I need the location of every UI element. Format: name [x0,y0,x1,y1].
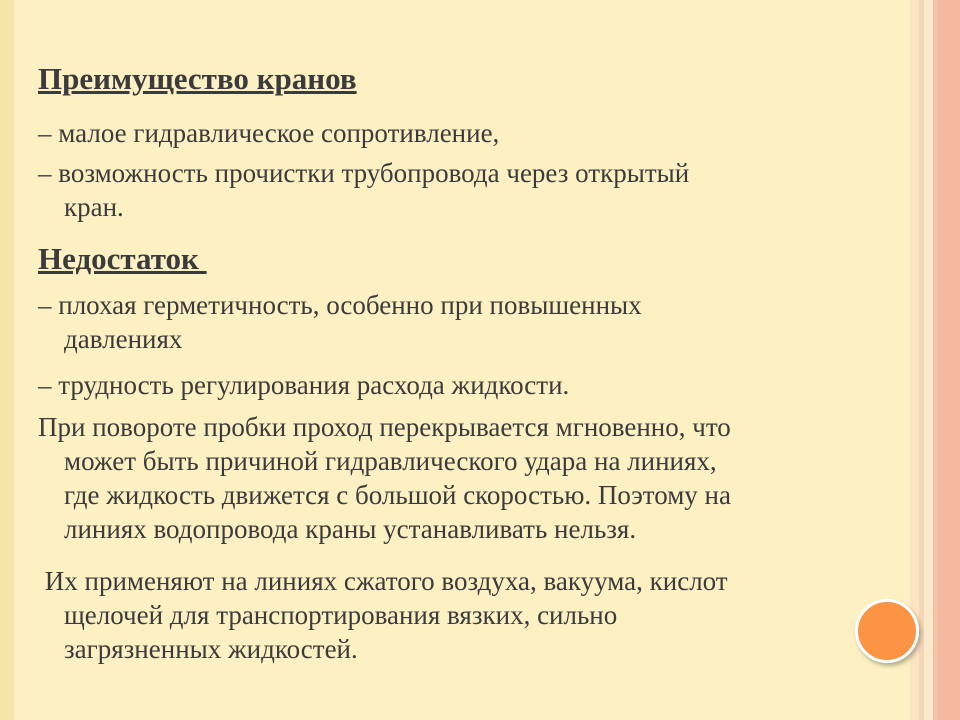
advantages-heading: Преимущество кранов [38,61,357,96]
note-rotation-line-4: линиях водопровода краны устанавливать нельзя. [64,514,637,544]
disadvantage-item-1-line-2: давлениях [64,324,183,354]
advantage-item-2 [38,156,938,224]
disadvantage-item-1 [38,288,938,356]
left-edge-band [0,0,14,720]
note-rotation-line-2: может быть причиной гидравлического удара на линиях, [64,446,717,476]
note-rotation-line-1: При повороте пробки проход перекрывается мгновенно, что [38,412,731,442]
note-usage-paragraph [38,564,938,666]
note-rotation-paragraph [38,410,938,546]
advantage-item-2-line-2: кран. [64,192,124,222]
note-rotation-line-3: где жидкость движется с большой скоростью. Поэтому на [64,480,731,510]
disadvantage-item-1-line-1: – плохая герметичность, особенно при повышенных [38,290,642,320]
decorative-orange-circle [855,599,919,663]
note-usage-line-3: загрязненных жидкостей. [64,634,358,664]
advantage-item-2-line-1: – возможность прочистки трубопровода через открытый [38,158,690,188]
disadvantages-heading: Недостаток [38,241,207,276]
note-usage-line-1: Их применяют на линиях сжатого воздуха, вакуума, кислот [38,566,728,596]
advantage-item-1: – малое гидравлическое сопротивление, [38,118,500,148]
disadvantage-item-2: – трудность регулирования расхода жидкости. [38,370,570,400]
note-usage-line-2: щелочей для транспортирования вязких, сильно [64,600,618,630]
